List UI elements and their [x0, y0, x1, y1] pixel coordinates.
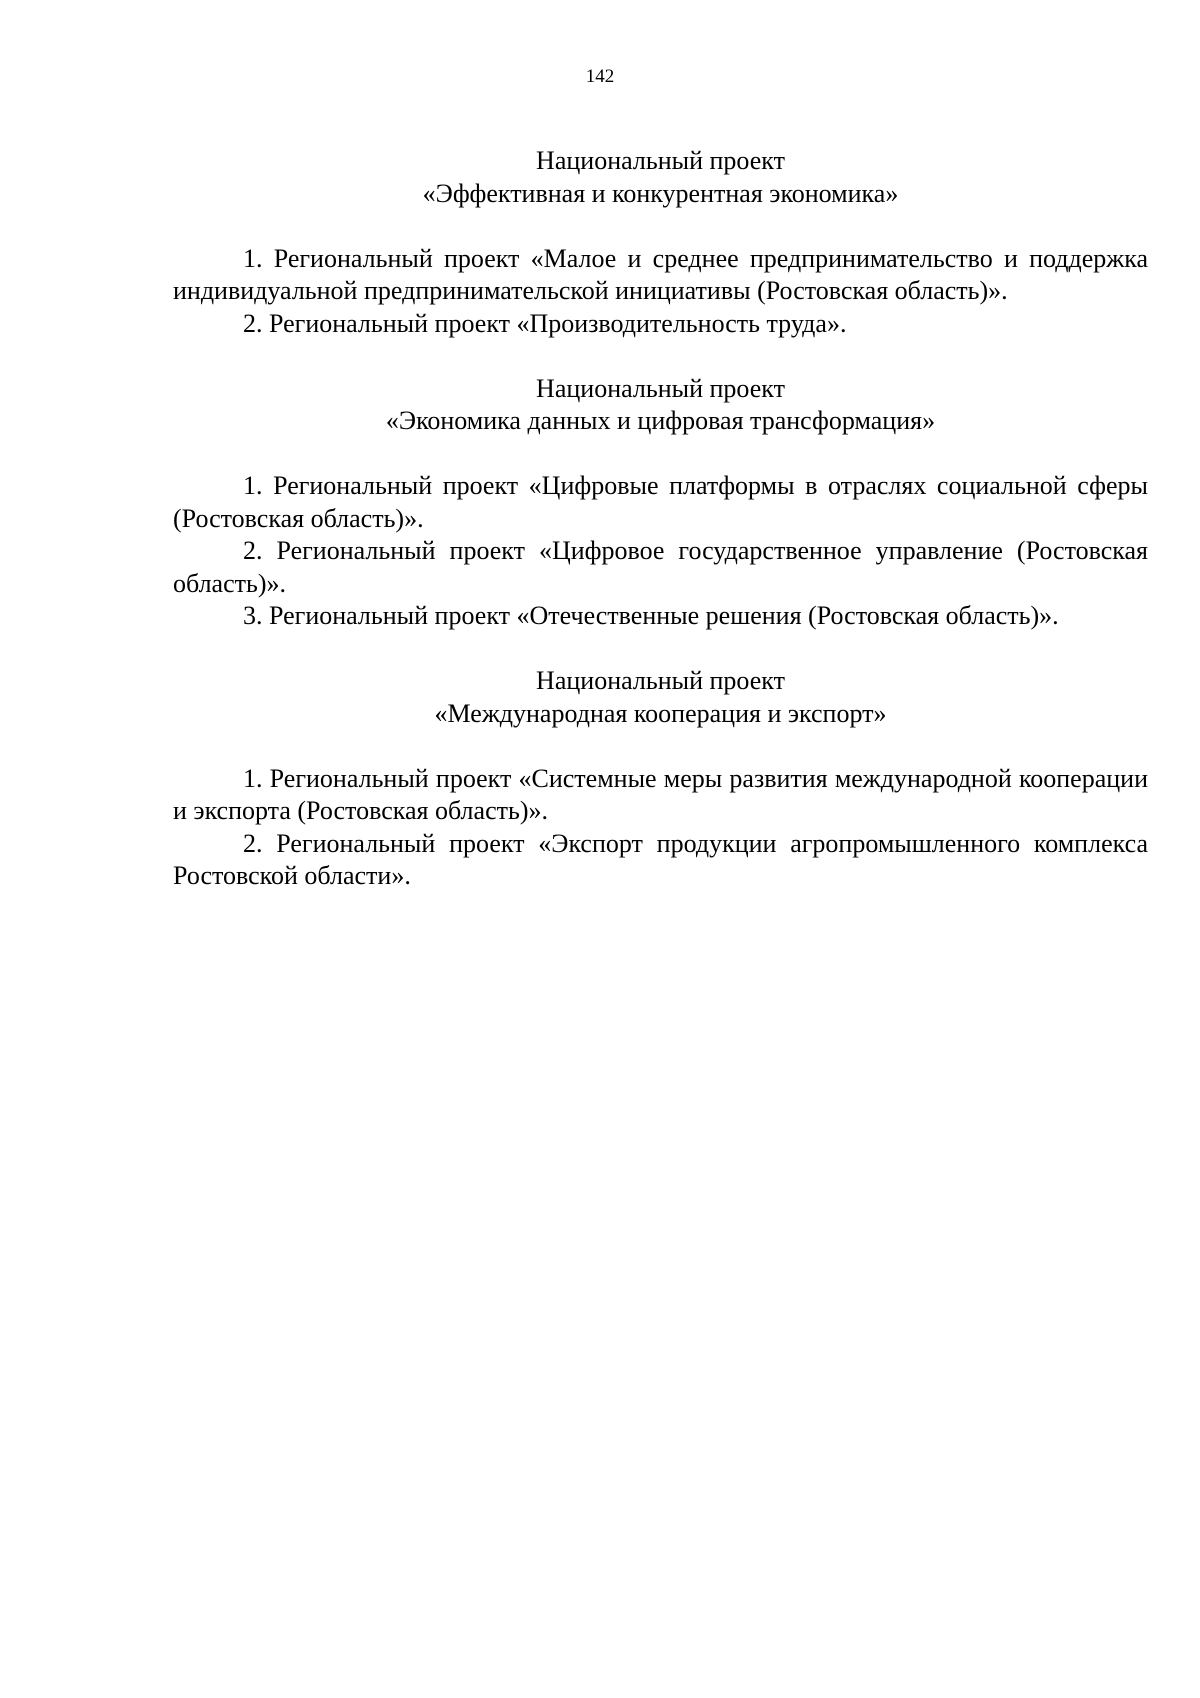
page-number: 142: [585, 66, 615, 87]
heading-line-1: Национальный проект: [536, 373, 785, 403]
regional-project-item: 2. Региональный проект «Производительность труда».: [243, 308, 847, 338]
national-project-section-1: [173, 145, 1148, 340]
heading-line-1: Национальный проект: [536, 666, 785, 695]
section-heading: [173, 373, 1148, 438]
national-project-section-2: [173, 373, 1148, 633]
regional-project-item: 1. Региональный проект «Цифровые платформы в отраслях социальной сферы (Ростовская область)».: [173, 471, 1148, 533]
heading-line-1: Национальный проект: [536, 146, 785, 175]
regional-project-item: 3. Региональный проект «Отечественные решения (Ростовская область)».: [243, 601, 1059, 630]
regional-project-item: 2. Региональный проект «Экспорт продукции агропромышленного комплекса Ростовской области».: [173, 828, 1148, 890]
heading-line-2: «Экономика данных и цифровая трансформация»: [385, 406, 936, 435]
heading-line-2: «Эффективная и конкурентная экономика»: [422, 178, 899, 208]
regional-project-item: 1. Региональный проект «Системные меры развития международной кооперации и экспорта (Ростовская область)».: [173, 763, 1148, 825]
national-project-section-3: [173, 665, 1148, 893]
regional-project-item: 1. Региональный проект «Малое и среднее предпринимательство и поддержка индивидуальной предпринимательской инициативы (Ростовская область)».: [173, 243, 1148, 305]
document-body: [173, 145, 1148, 893]
section-heading: [173, 665, 1148, 730]
section-heading: [173, 145, 1148, 210]
heading-line-2: «Международная кооперация и экспорт»: [434, 698, 887, 728]
regional-project-item: 2. Региональный проект «Цифровое государственное управление (Ростовская область)».: [173, 536, 1148, 598]
